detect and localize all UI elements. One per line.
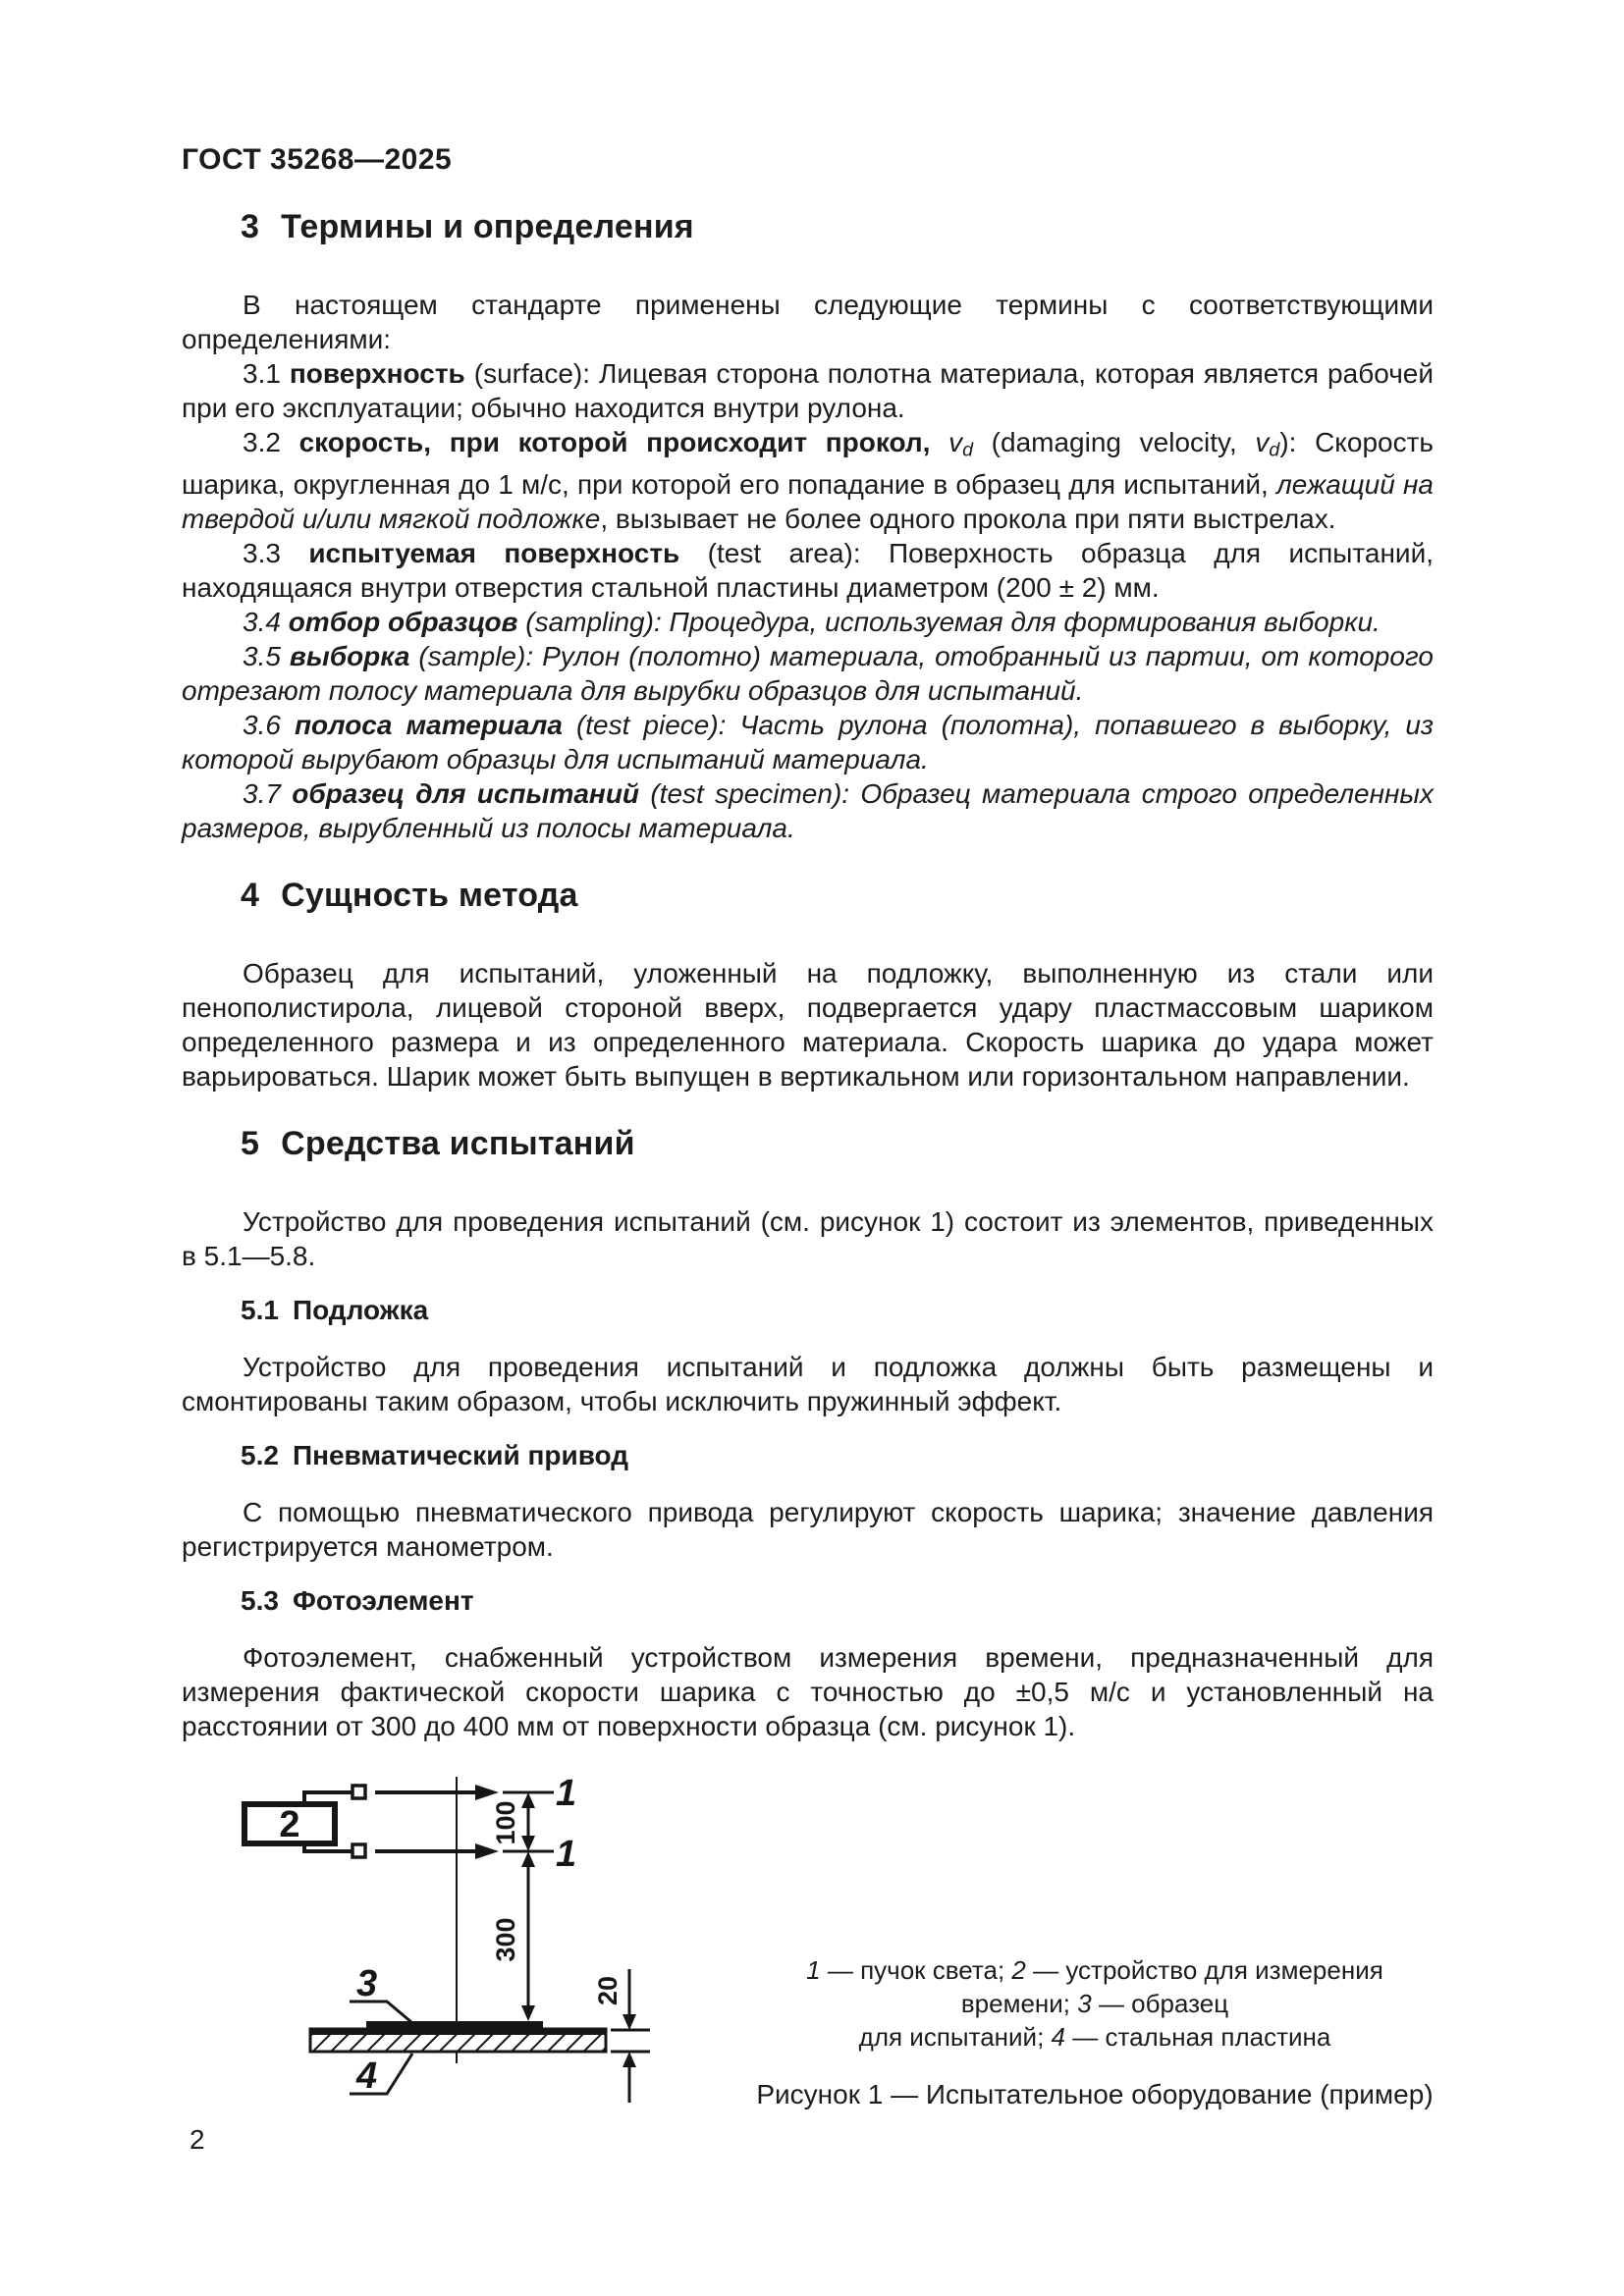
term-3-2: 3.2 скорость, при которой происходит прокол, vd (damaging velocity, vd): Скорость шарика, округленная до 1 м/с, при которой его попадание в образец для испытаний, лежащий на твердой и/или мягкой подложке, вызывает не более одного прокола при пяти выстрелах. — [182, 427, 1435, 535]
page-number: 2 — [189, 2124, 205, 2156]
svg-text:4: 4 — [356, 2056, 378, 2098]
dimension-100 — [491, 1792, 535, 1851]
section-4-title: Сущность метода — [281, 877, 578, 915]
section-4-body: Образец для испытаний, уложенный на подложку, выполненную из стали или пенополистирола, лицевой стороной вверх, подвергается удару пластмассовым шариком определенного размера и из определенного материала. Скорость шарика до удара может варьироваться. Шарик может быть выпущен в вертикальном или горизонтальном направлении. — [182, 958, 1434, 1093]
term-3-7: 3.7 образец для испытаний (test specimen): Образец материала строго определенных размеров, вырубленный из полосы материала. — [182, 778, 1434, 844]
svg-text:100: 100 — [491, 1800, 520, 1845]
doc-header: ГОСТ 35268—2025 — [182, 143, 453, 176]
subsection-5-2-number: 5.2 — [241, 1440, 279, 1471]
leader-specimen — [350, 1963, 411, 2022]
figure-1-caption: Рисунок 1 — Испытательное оборудование (пример) — [756, 2079, 1434, 2110]
term-3-5: 3.5 выборка (sample): Рулон (полотно) материала, отобранный из партии, от которого отрезают полосу материала для вырубки образцов для испытаний. — [182, 641, 1434, 707]
beam-label-bottom: 1 — [556, 1834, 577, 1876]
svg-text:20: 20 — [593, 1976, 623, 2006]
legend-line-2: для испытаний; 4 — стальная пластина — [858, 2022, 1331, 2053]
term-3-4: 3.4 отбор образцов (sampling): Процедура, используемая для формирования выборки. — [243, 607, 1380, 638]
subsection-5-2-heading — [182, 1440, 1434, 1471]
figure-1-diagram — [157, 1773, 668, 2116]
subsection-5-3-body: Фотоэлемент, снабженный устройством измерения времени, предназначенный для измерения фактической скорости шарика с точностью до ±0,5 м/с и установленный на расстоянии от 300 до 400 мм от поверхности образца (см. рисунок 1). — [182, 1642, 1434, 1742]
section-4-heading — [182, 877, 1434, 915]
figure-1-text — [668, 1953, 1434, 2116]
section-4-number: 4 — [241, 877, 260, 915]
leader-plate — [350, 2054, 412, 2097]
section-3-number: 3 — [241, 208, 260, 245]
legend-line-1: 1 — пучок света; 2 — устройство для измерения времени; 3 — образец — [806, 1955, 1383, 2019]
dimension-300 — [491, 1851, 535, 2021]
beam-label-top: 1 — [556, 1773, 577, 1815]
device-label: 2 — [279, 1804, 300, 1846]
light-beam-arrows — [375, 1773, 576, 1875]
subsection-5-1-body: Устройство для проведения испытаний и подложка должны быть размещены и смонтированы таким образом, чтобы исключить пружинный эффект. — [182, 1352, 1434, 1417]
steel-plate — [310, 2029, 606, 2052]
specimen-bar — [366, 2021, 543, 2029]
section-3-intro: В настоящем стандарте применены следующие термины с соответствующими определениями: — [182, 290, 1434, 354]
term-3-3: 3.3 испытуемая поверхность (test area): Поверхность образца для испытаний, находящаяся внутри отверстия стальной пластины диаметром (200 ± 2) мм. — [182, 538, 1434, 604]
section-5-intro: Устройство для проведения испытаний (см. рисунок 1) состоит из элементов, приведенных в 5.1—5.8. — [182, 1206, 1434, 1272]
term-3-6: 3.6 полоса материала (test piece): Часть рулона (полотна), попавшего в выборку, из которой вырубают образцы для испытаний материала. — [182, 710, 1435, 775]
subsection-5-2-title: Пневматический привод — [292, 1440, 629, 1471]
figure-1 — [182, 1773, 1434, 2116]
section-5-number: 5 — [241, 1125, 260, 1163]
section-5-heading — [182, 1125, 1434, 1163]
section-3-title: Термины и определения — [281, 208, 694, 245]
subsection-5-1-heading — [182, 1295, 1434, 1326]
subsection-5-2-body: С помощью пневматического привода регулируют скорость шарика; значение давления регистрируется манометром. — [182, 1497, 1434, 1563]
photocell-sensor-bottom — [352, 1844, 365, 1857]
subsection-5-3-number: 5.3 — [241, 1585, 279, 1617]
subsection-5-3-title: Фотоэлемент — [292, 1585, 474, 1617]
photocell-sensor-top — [352, 1786, 365, 1798]
subsection-5-1-title: Подложка — [292, 1295, 429, 1326]
figure-1-legend — [756, 1953, 1434, 2054]
subsection-5-3-heading — [182, 1585, 1434, 1617]
term-3-1: 3.1 поверхность (surface): Лицевая сторона полотна материала, которая является рабочей при его эксплуатации; обычно находится внутри рулона. — [182, 358, 1434, 423]
svg-text:3: 3 — [356, 1963, 378, 2005]
subsection-5-1-number: 5.1 — [241, 1295, 279, 1326]
svg-text:300: 300 — [491, 1917, 520, 1962]
section-3-heading — [182, 208, 1434, 246]
timing-device-box — [244, 1786, 365, 1857]
section-5-title: Средства испытаний — [281, 1125, 635, 1163]
